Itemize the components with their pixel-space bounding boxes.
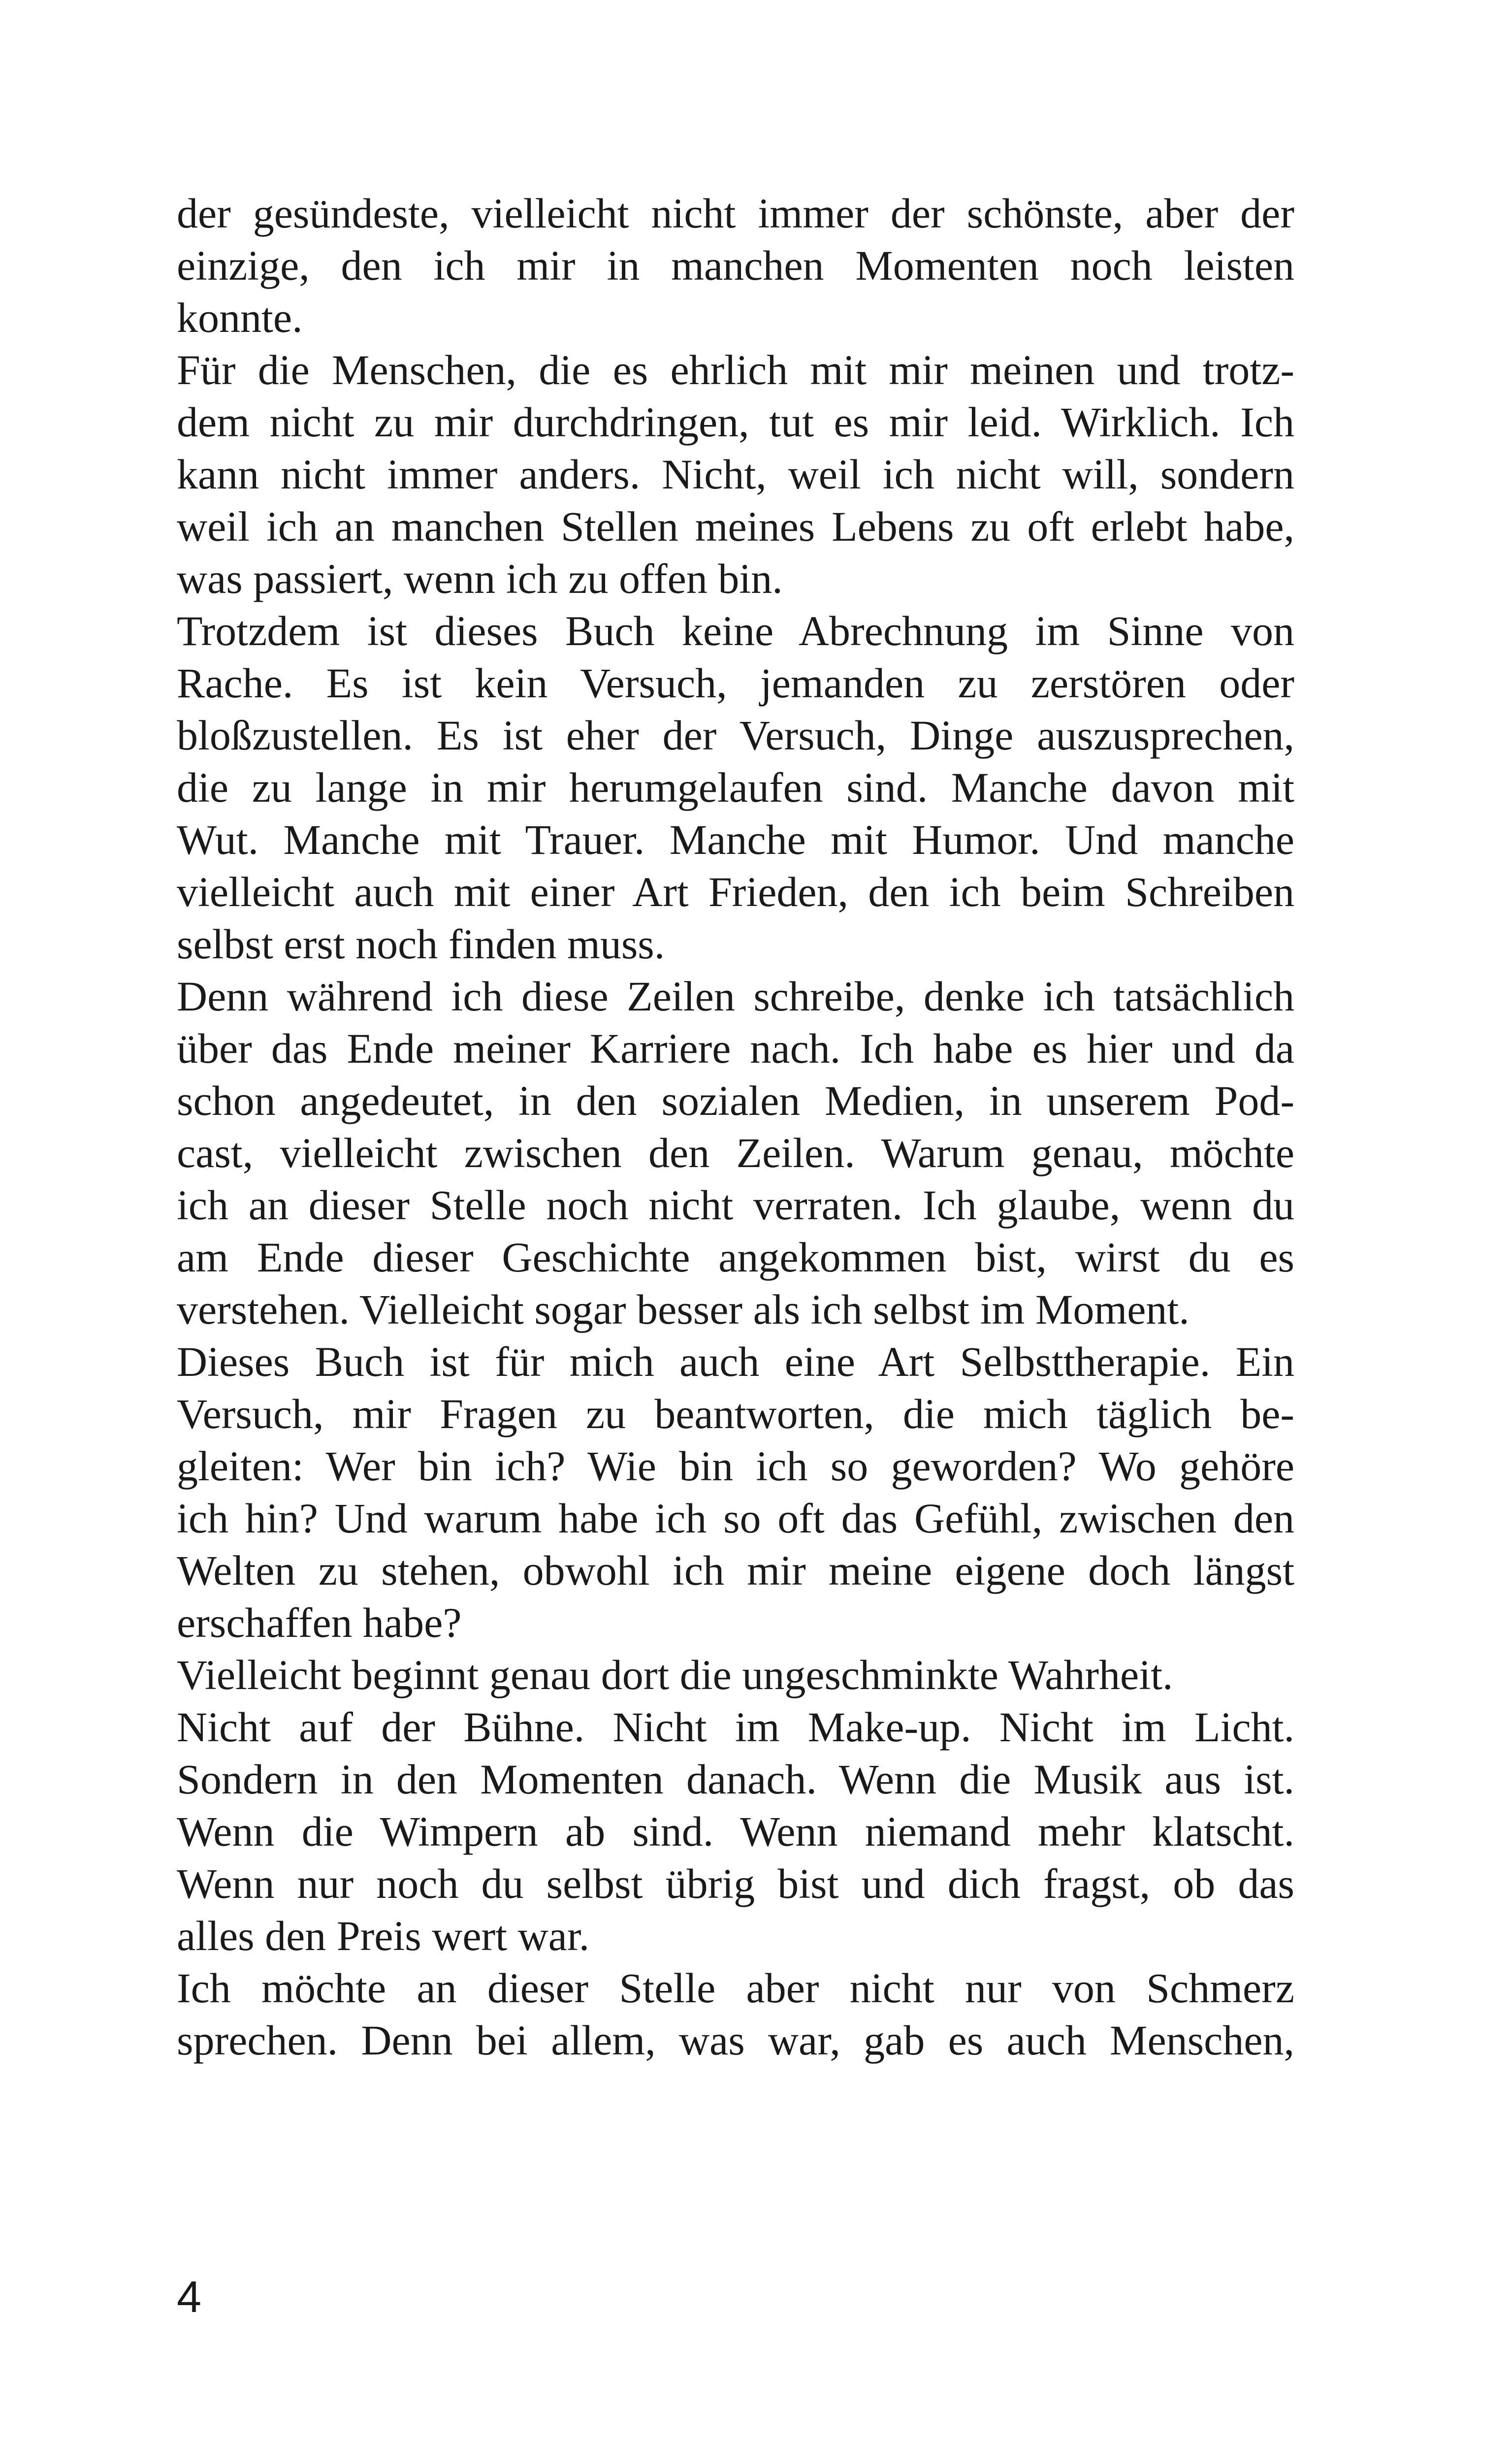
text-line: Dieses Buch ist für mich auch eine Art Selbsttherapie. Ein (177, 1338, 1294, 1385)
body-text (177, 187, 1294, 2066)
text-line: über das Ende meiner Karriere nach. Ich habe es hier und da (177, 1025, 1294, 1072)
text-line: Welten zu stehen, obwohl ich mir meine eigene doch längst (177, 1547, 1294, 1594)
text-line: Rache. Es ist kein Versuch, jemanden zu zerstören oder (177, 659, 1294, 707)
text-line: Vielleicht beginnt genau dort die ungeschminkte Wahrheit. (177, 1651, 1173, 1698)
paragraph (177, 1649, 1294, 1701)
text-line: der gesündeste, vielleicht nicht immer der schönste, aber der (177, 190, 1294, 237)
text-line: kann nicht immer anders. Nicht, weil ich nicht will, sondern (177, 451, 1294, 498)
text-line: Ich möchte an dieser Stelle aber nicht nur von Schmerz (177, 1964, 1294, 2012)
text-line: konnte. (177, 294, 303, 341)
text-line: gleiten: Wer bin ich? Wie bin ich so geworden? Wo gehöre (177, 1442, 1294, 1490)
text-line: selbst erst noch finden muss. (177, 920, 665, 968)
text-line: ich an dieser Stelle noch nicht verraten. Ich glaube, wenn du (177, 1181, 1294, 1229)
text-line: Wenn nur noch du selbst übrig bist und dich fragst, ob das (177, 1860, 1294, 1907)
paragraph (177, 344, 1294, 605)
paragraph (177, 1701, 1294, 1962)
text-line: Für die Menschen, die es ehrlich mit mir meinen und trotz- (177, 346, 1294, 393)
text-line: schon angedeutet, in den sozialen Medien, in unserem Pod- (177, 1077, 1294, 1124)
text-line: Sondern in den Momenten danach. Wenn die Musik aus ist. (177, 1756, 1294, 1803)
text-line: Wut. Manche mit Trauer. Manche mit Humor. Und manche (177, 816, 1294, 863)
paragraph (177, 605, 1294, 970)
text-line: cast, vielleicht zwischen den Zeilen. Warum genau, möchte (177, 1129, 1294, 1176)
text-line: die zu lange in mir herumgelaufen sind. Manche davon mit (177, 764, 1294, 811)
text-line: vielleicht auch mit einer Art Frieden, den ich beim Schreiben (177, 868, 1294, 915)
text-line: Nicht auf der Bühne. Nicht im Make-up. Nicht im Licht. (177, 1703, 1294, 1751)
text-line: verstehen. Vielleicht sogar besser als ich selbst im Moment. (177, 1286, 1190, 1333)
text-line: einzige, den ich mir in manchen Momenten noch leisten (177, 242, 1294, 289)
text-line: Denn während ich diese Zeilen schreibe, denke ich tatsächlich (177, 973, 1294, 1020)
text-line: was passiert, wenn ich zu offen bin. (177, 555, 783, 602)
paragraph (177, 187, 1294, 344)
paragraph (177, 970, 1294, 1336)
text-line: weil ich an manchen Stellen meines Lebens zu oft erlebt habe, (177, 503, 1294, 550)
text-line: am Ende dieser Geschichte angekommen bist, wirst du es (177, 1234, 1294, 1281)
text-line: Wenn die Wimpern ab sind. Wenn niemand mehr klatscht. (177, 1808, 1294, 1855)
text-line: bloßzustellen. Es ist eher der Versuch, Dinge auszusprechen, (177, 712, 1294, 759)
text-line: sprechen. Denn bei allem, was war, gab es auch Menschen, (177, 2017, 1294, 2064)
text-line: alles den Preis wert war. (177, 1912, 590, 1959)
page-number: 4 (177, 2273, 202, 2322)
text-line: erschaffen habe? (177, 1599, 462, 1646)
text-line: dem nicht zu mir durchdringen, tut es mir leid. Wirklich. Ich (177, 398, 1294, 446)
text-line: Trotzdem ist dieses Buch keine Abrechnung im Sinne von (177, 607, 1294, 654)
paragraph (177, 1962, 1294, 2066)
paragraph (177, 1336, 1294, 1649)
text-line: Versuch, mir Fragen zu beantworten, die mich täglich be- (177, 1390, 1294, 1437)
text-line: ich hin? Und warum habe ich so oft das Gefühl, zwischen den (177, 1495, 1294, 1542)
